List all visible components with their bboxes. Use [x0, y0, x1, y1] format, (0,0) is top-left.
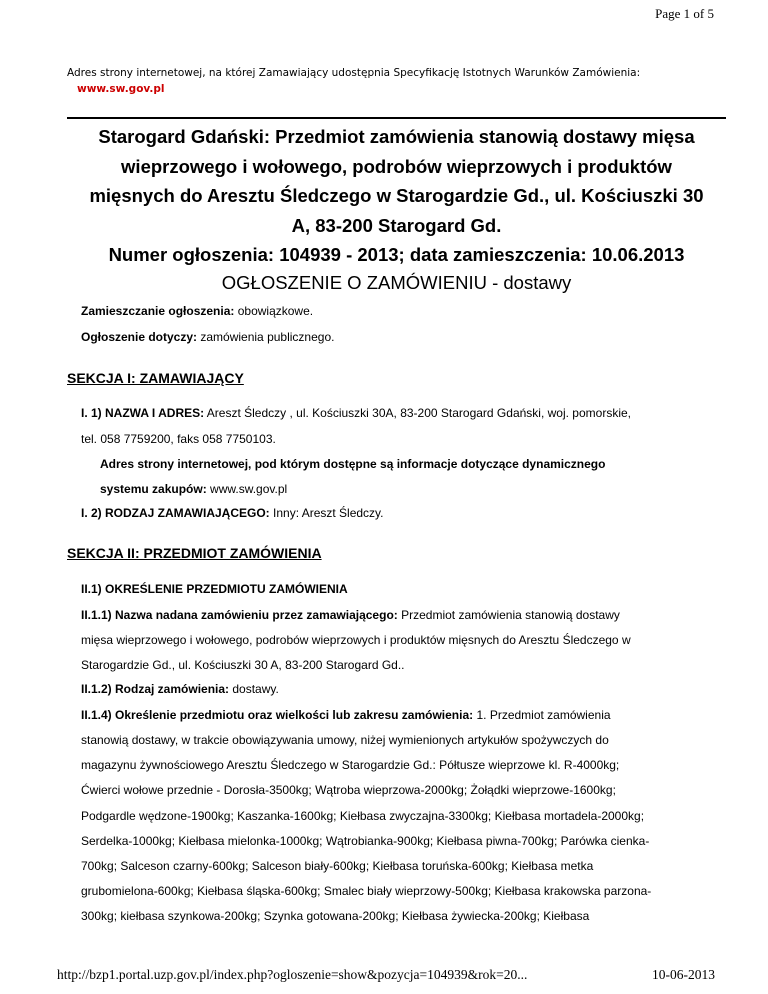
scope-line-4: Ćwierci wołowe przednie - Dorosła-3500kg; Wątroba wieprzowa-2000kg; Żołądki wieprzowe-1600kg;	[81, 783, 616, 797]
dynamic-system-label-2: systemu zakupów:	[100, 482, 207, 496]
section-2-heading: SEKCJA II: PRZEDMIOT ZAMÓWIENIA	[67, 545, 322, 561]
concerns-value: zamówienia publicznego.	[197, 330, 335, 344]
contract-name-label: II.1.1) Nazwa nadana zamówieniu przez zamawiającego:	[81, 608, 398, 622]
scope-line-7: 700kg; Salceson czarny-600kg; Salceson biały-600kg; Kiełbasa toruńska-600kg; Kiełbasa metka	[81, 859, 594, 873]
notice-subtitle: OGŁOSZENIE O ZAMÓWIENIU - dostawy	[221, 271, 572, 293]
contract-kind-label: II.1.2) Rodzaj zamówienia:	[81, 682, 230, 696]
siwz-address-text: Adres strony internetowej, na której Zamawiający udostępnia Specyfikację Istotnych Warunków Zamówienia:	[67, 67, 641, 79]
scope-label: II.1.4) Określenie przedmiotu oraz wielkości lub zakresu zamówienia:	[81, 708, 474, 722]
scope-line-9: 300kg; kiełbasa szynkowa-200kg; Szynka gotowana-200kg; Kiełbasa żywiecka-200kg; Kiełbasa	[81, 909, 590, 923]
authority-contact: tel. 058 7759200, faks 058 7750103.	[81, 432, 276, 446]
scope-line-1: 1. Przedmiot zamówienia	[473, 708, 611, 722]
contract-name-line-1: Przedmiot zamówienia stanowią dostawy	[397, 608, 620, 622]
scope-line-5: Podgardle wędzone-1900kg; Kaszanka-1600kg; Kiełbasa zwyczajna-3300kg; Kiełbasa mortadela-2000kg;	[81, 809, 645, 823]
scope-row	[81, 708, 611, 722]
footer-print-date: 10-06-2013	[652, 967, 715, 982]
placement-row	[81, 304, 313, 318]
dynamic-system-label-1: Adres strony internetowej, pod którym dostępne są informacje dotyczące dynamicznego	[100, 457, 606, 471]
scope-line-8: grubomielona-600kg; Kiełbasa śląska-600kg; Smalec biały wieprzowy-500kg; Kiełbasa krakowska parzona-	[81, 884, 652, 898]
placement-value: obowiązkowe.	[234, 304, 314, 318]
siwz-address-block	[67, 65, 717, 97]
dynamic-system-url: www.sw.gov.pl	[206, 482, 288, 496]
authority-type-label: I. 2) RODZAJ ZAMAWIAJĄCEGO:	[81, 506, 270, 520]
concerns-label: Ogłoszenie dotyczy:	[81, 330, 198, 344]
footer-source-url[interactable]: http://bzp1.portal.uzp.gov.pl/index.php?ogloszenie=show&pozycja=104939&rok=20...	[57, 967, 528, 982]
concerns-row	[81, 330, 334, 344]
title-line-1: Starogard Gdański: Przedmiot zamówienia stanowią dostawy mięsa	[98, 126, 695, 147]
title-divider	[67, 117, 726, 119]
authority-type-value: Inny: Areszt Śledczy.	[269, 506, 384, 520]
notice-number-line: Numer ogłoszenia: 104939 - 2013; data zamieszczenia: 10.06.2013	[108, 244, 685, 265]
contract-name-line-2: mięsa wieprzowego i wołowego, podrobów wieprzowych i produktów mięsnych do Aresztu Śledczego w	[81, 633, 631, 647]
contract-name-row	[81, 608, 620, 622]
dynamic-system-row	[100, 482, 287, 496]
scope-line-6: Serdelka-1000kg; Kiełbasa mielonka-1000kg; Wątrobianka-900kg; Kiełbasa piwna-700kg; Parówka cienka-	[81, 834, 650, 848]
title-line-4: A, 83-200 Starogard Gd.	[291, 214, 502, 236]
notice-title-block	[67, 122, 726, 295]
contract-name-line-3: Starogardzie Gd., ul. Kościuszki 30 A, 83-200 Starogard Gd..	[81, 658, 405, 672]
authority-type-row	[81, 506, 384, 520]
contract-kind-value: dostawy.	[229, 682, 279, 696]
placement-label: Zamieszczanie ogłoszenia:	[81, 304, 235, 318]
scope-line-2: stanowią dostawy, w trakcie obowiązywania umowy, niżej wymienionych artykułów spożywczych do	[81, 733, 609, 747]
siwz-url-link[interactable]: www.sw.gov.pl	[77, 83, 165, 95]
section-1-heading: SEKCJA I: ZAMAWIAJĄCY	[67, 370, 244, 386]
contract-kind-row	[81, 682, 279, 696]
authority-name-value: Areszt Śledczy , ul. Kościuszki 30A, 83-200 Starogard Gdański, woj. pomorskie,	[204, 406, 631, 420]
authority-name-label: I. 1) NAZWA I ADRES:	[81, 406, 205, 420]
title-line-3: mięsnych do Aresztu Śledczego w Starogardzie Gd., ul. Kościuszki 30	[89, 185, 704, 206]
subject-definition-heading: II.1) OKREŚLENIE PRZEDMIOTU ZAMÓWIENIA	[81, 582, 348, 596]
page-number: Page 1 of 5	[655, 6, 714, 21]
title-line-2: wieprzowego i wołowego, podrobów wieprzowych i produktów	[121, 155, 672, 177]
scope-line-3: magazynu żywnościowego Aresztu Śledczego w Starogardzie Gd.: Półtusze wieprzowe kl. R-4000kg;	[81, 758, 620, 772]
contracting-authority-row	[81, 406, 631, 420]
